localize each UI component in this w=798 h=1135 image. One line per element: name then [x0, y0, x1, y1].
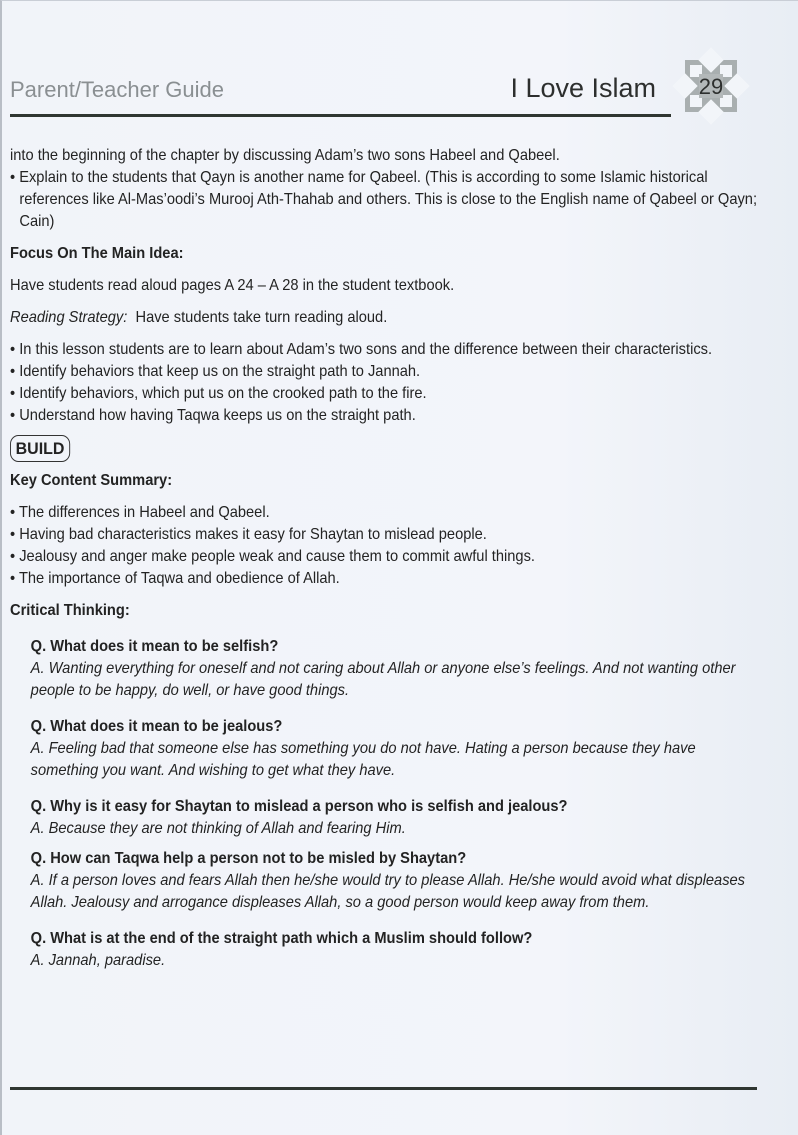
- focus-text: Have students read aloud pages A 24 – A 28 in the student textbook.: [10, 277, 455, 294]
- intro-line: into the beginning of the chapter by discussing Adam’s two sons Habeel and Qabeel.: [10, 147, 560, 164]
- summary-bullet: • The importance of Taqwa and obedience of Allah.: [10, 570, 340, 587]
- header-left-title: Parent/Teacher Guide: [10, 77, 225, 102]
- footer-rule: [10, 1087, 757, 1090]
- summary-bullet: • The differences in Habeel and Qabeel.: [10, 504, 270, 521]
- question: Q. What does it mean to be selfish?: [30, 638, 279, 655]
- question: Q. What is at the end of the straight path which a Muslim should follow?: [30, 930, 533, 947]
- answer: A. If a person loves and fears Allah then he/she would try to please Allah. He/she would avoid what displeases Allah. Jealousy and arrogance displeases Allah, so a good person would keep away from them.: [30, 872, 746, 911]
- question: Q. Why is it easy for Shaytan to mislead a person who is selfish and jealous?: [30, 798, 568, 815]
- answer: A. Jannah, paradise.: [30, 952, 166, 969]
- reading-strategy-text: Have students take turn reading aloud.: [135, 309, 388, 326]
- key-content-heading: Key Content Summary:: [10, 472, 173, 489]
- critical-thinking-heading: Critical Thinking:: [10, 602, 130, 619]
- question: Q. What does it mean to be jealous?: [30, 718, 283, 735]
- reading-strategy: [10, 307, 762, 329]
- focus-bullet: • Identify behaviors that keep us on the straight path to Jannah.: [10, 363, 421, 380]
- reading-strategy-label: Reading Strategy:: [10, 309, 128, 326]
- focus-bullet: • In this lesson students are to learn about Adam’s two sons and the difference between their characteristics.: [10, 341, 713, 358]
- answer: A. Because they are not thinking of Allah and fearing Him.: [30, 820, 406, 837]
- question: Q. How can Taqwa help a person not to be misled by Shaytan?: [30, 850, 467, 867]
- focus-bullet: • Understand how having Taqwa keeps us on the straight path.: [10, 407, 416, 424]
- page-number: 29: [698, 74, 724, 99]
- focus-heading: Focus On The Main Idea:: [10, 245, 184, 262]
- answer: A. Feeling bad that someone else has something you do not have. Hating a person because they have something you want. And wishing to get what they have.: [30, 740, 696, 779]
- intro-bullet: • Explain to the students that Qayn is another name for Qabeel. (This is according to some Islamic historical references like Al-Mas’oodi’s Murooj Ath-Thahab and others. This is close to the English name of Qabeel or Qayn; Cain): [10, 169, 758, 230]
- summary-bullet: • Having bad characteristics makes it easy for Shaytan to mislead people.: [10, 526, 487, 543]
- focus-bullet: • Identify behaviors, which put us on the crooked path to the fire.: [10, 385, 427, 402]
- answer: A. Wanting everything for oneself and not caring about Allah or anyone else’s feelings. And not wanting other people to be happy, do well, or have good things.: [30, 660, 736, 699]
- header-right-title: I Love Islam: [510, 73, 656, 103]
- build-badge: BUILD: [10, 435, 70, 462]
- summary-bullet: • Jealousy and anger make people weak and cause them to commit awful things.: [10, 548, 535, 565]
- qa-list: [10, 636, 762, 972]
- header-rule: [10, 114, 671, 117]
- page-body: [10, 145, 762, 972]
